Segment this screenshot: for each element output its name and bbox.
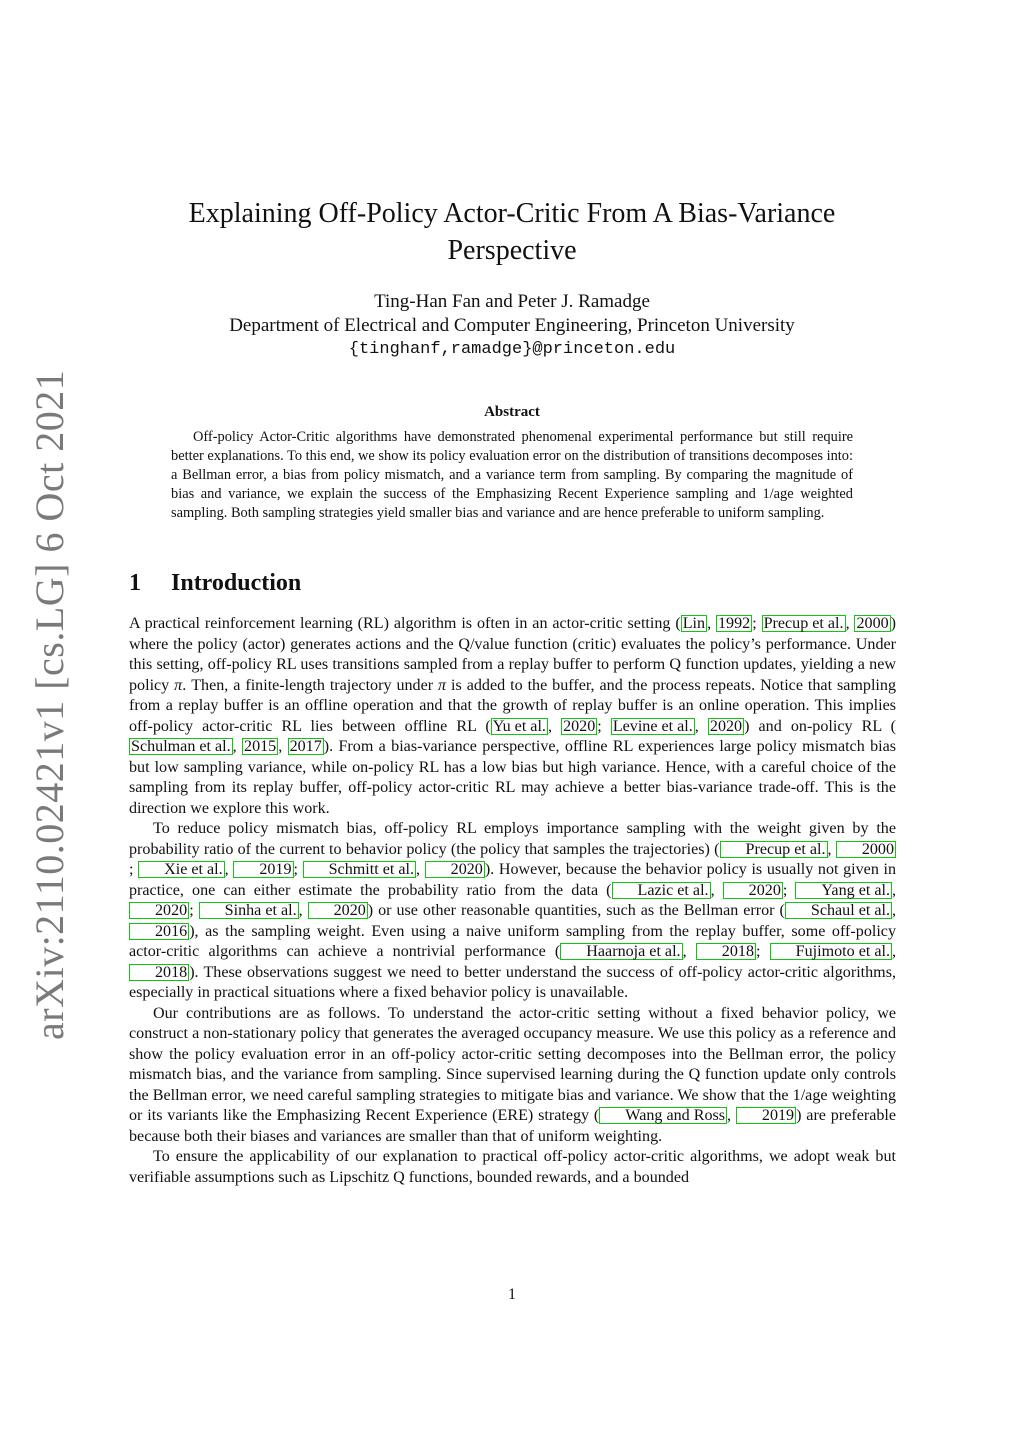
text-run: ;	[782, 881, 796, 899]
paragraph-4	[129, 1147, 896, 1188]
text-run: To reduce policy mismatch bias, off-policy RL employs importance sampling with the weight given by the probability ratio of the current to behavior policy (the policy that samples the trajectories) (	[129, 820, 896, 858]
citation-link[interactable]: Precup et al.	[720, 841, 828, 858]
text-run: ,	[232, 738, 243, 755]
text-run: ,	[682, 943, 696, 960]
text-run: ;	[129, 861, 139, 878]
citation-link[interactable]: Wang and Ross	[599, 1107, 727, 1124]
text-run: ;	[293, 861, 303, 878]
citation-link[interactable]: 2018	[696, 943, 756, 960]
text-run: ,	[727, 1107, 736, 1124]
citation-link[interactable]: 2019	[736, 1107, 796, 1124]
citation-link[interactable]: 2018	[129, 964, 189, 981]
citation-link[interactable]: Xie et al.	[138, 861, 225, 878]
citation-link[interactable]: 2020	[709, 717, 743, 735]
text-run: ). These observations suggest we need to better understand the success of off-policy actor-critic algorithms, especially in practical situations where a fixed behavior policy is unavailable.	[129, 963, 896, 1001]
text-run: ;	[189, 902, 199, 919]
author-affiliation: Department of Electrical and Computer Engineering, Princeton University	[229, 315, 795, 336]
citation-link[interactable]: Lin	[682, 615, 706, 632]
citation-link[interactable]: 2020	[563, 717, 596, 735]
page-number: 1	[508, 1286, 516, 1303]
citation-link[interactable]: 2017	[289, 738, 322, 755]
text-run: ,	[547, 717, 562, 735]
paper-title	[130, 195, 894, 269]
paragraph-2	[129, 819, 896, 1004]
paragraph-1	[129, 614, 896, 819]
citation-link[interactable]: Yu et al.	[492, 717, 546, 735]
title-line-2: Perspective	[447, 235, 577, 266]
introduction-body	[129, 614, 896, 1188]
text-run: ,	[224, 861, 234, 878]
citation-link[interactable]: 2020	[129, 902, 189, 919]
citation-link[interactable]: Fujimoto et al.	[770, 943, 892, 960]
text-run: ,	[694, 717, 708, 735]
citation-link[interactable]: 2000	[856, 615, 889, 632]
abstract-text: Off-policy Actor-Critic algorithms have demonstrated phenomenal experimental performance but still require better explanations. To this end, we show its policy evaluation error on the distribution of transitions decomposes into: a Bellman error, a bias from policy mismatch, and a variance term from sampling. By comparing the magnitude of bias and variance, we explain the success of the Emphasizing Recent Experience sampling and 1/age weighted sampling. Both sampling strategies yield smaller bias and variance and are hence preferable to uniform sampling.	[171, 429, 853, 521]
citation-link[interactable]: Lazic et al.	[612, 882, 711, 899]
title-line-1: Explaining Off-Policy Actor-Critic From A Bias-Variance	[188, 198, 836, 229]
citation-link[interactable]: 1992	[718, 615, 751, 632]
text-run: ) are preferable because both their biases and variances are smaller than that of uniform weighting.	[129, 1107, 897, 1145]
author-email: {tinghanf,ramadge}@princeton.edu	[348, 340, 676, 359]
citation-link[interactable]: Yang et al.	[795, 882, 892, 899]
author-block	[130, 290, 894, 362]
text-run: ) or use other reasonable quantities, such as the Bellman error (	[367, 902, 785, 919]
text-run: ). From a bias-variance perspective, offline RL experiences large policy mismatch bias but low sampling variance, while on-policy RL has a low bias but high variance. Hence, with a careful choice of the sampling from its replay buffer, off-policy actor-critic RL may achieve a better bias-variance trade-off. This is the direction we explore this work.	[129, 738, 897, 817]
citation-link[interactable]: 2016	[129, 923, 189, 940]
text-run: ,	[891, 902, 897, 919]
text-run: ;	[755, 943, 770, 960]
citation-link[interactable]: 2020	[308, 902, 368, 919]
math-symbol-pi: π	[438, 676, 447, 694]
text-run: . Then, a finite-length trajectory under	[182, 676, 439, 694]
text-run: Our contributions are as follows. To understand the actor-critic setting without a fixed behavior policy, we construct a non-stationary policy that generates the averaged occupancy measure. We use this policy as a reference and show the policy evaluation error in an off-policy actor-critic setting decomposes into the Bellman error, the policy mismatch bias, and the variance from sampling. Since supervised learning during the Q function update only controls the Bellman error, we need careful sampling strategies to mitigate bias and variance. We show that the 1/age weighting or its variants like the Emphasizing Recent Experience (ERE) strategy (	[129, 1004, 896, 1124]
text-run: ,	[710, 881, 723, 899]
author-names: Ting-Han Fan and Peter J. Ramadge	[374, 291, 650, 312]
citation-link[interactable]: 2000	[836, 841, 896, 858]
text-run: ) where the policy (actor) generates actions and the Q/value function (critic) evaluates the policy’s performance. Under this setting, off-policy RL uses transitions sampled from a replay buffer to perform Q function updates, yielding a new policy	[129, 615, 897, 694]
text-run: ). However, because the behavior policy is usually not given in practice, one can either estimate the probability ratio from the data (	[129, 861, 897, 899]
text-run: is added to the buffer, and the process repeats. Notice that sampling from a replay buffer is an offline operation and that the growth of replay buffer is an online operation. This implies off-policy actor-critic RL lies between offline RL (	[129, 676, 896, 735]
text-run: ,	[891, 881, 897, 899]
citation-link[interactable]: Haarnoja et al.	[560, 943, 682, 960]
text-run: ,	[845, 615, 855, 632]
math-symbol-pi: π	[174, 676, 183, 694]
citation-link[interactable]: Schmitt et al.	[303, 861, 416, 878]
text-run: ,	[415, 861, 425, 878]
text-run: ;	[752, 615, 762, 632]
text-run: A practical reinforcement learning (RL) algorithm is often in an actor-critic setting (	[129, 615, 681, 632]
text-run: ,	[298, 902, 308, 919]
citation-link[interactable]: 2019	[233, 861, 293, 878]
text-run: ;	[597, 717, 611, 735]
citation-link[interactable]: 2020	[723, 882, 783, 899]
text-run: ,	[827, 840, 836, 858]
citation-link[interactable]: 2020	[425, 861, 485, 878]
citation-link[interactable]: Schulman et al.	[131, 738, 231, 755]
section-number: 1	[129, 570, 141, 596]
citation-link[interactable]: Precup et al.	[763, 615, 844, 632]
citation-link[interactable]: Sinha et al.	[199, 902, 299, 919]
abstract-heading: Abstract	[484, 404, 540, 420]
paragraph-3	[129, 1004, 896, 1148]
text-run: ,	[278, 738, 288, 755]
text-run: ,	[891, 943, 897, 960]
arxiv-identifier-stamp: arXiv:2110.02421v1 [cs.LG] 6 Oct 2021	[27, 369, 72, 1040]
citation-link[interactable]: 2015	[244, 738, 277, 755]
text-run: ), as the sampling weight. Even using a naive uniform sampling from the replay buffer, some off-policy actor-critic algorithms can achieve a nontrivial performance (	[129, 922, 896, 960]
text-run: ) and on-policy RL (	[744, 717, 897, 735]
text-run: ,	[707, 615, 716, 632]
citation-link[interactable]: Levine et al.	[612, 717, 693, 735]
section-title: Introduction	[171, 570, 302, 596]
text-run: To ensure the applicability of our explanation to practical off-policy actor-critic algorithms, we adopt weak but verifiable assumptions such as Lipschitz Q functions, bounded rewards, and a bounded	[129, 1148, 896, 1186]
citation-link[interactable]: Schaul et al.	[785, 902, 892, 919]
section-heading-introduction	[129, 570, 301, 597]
